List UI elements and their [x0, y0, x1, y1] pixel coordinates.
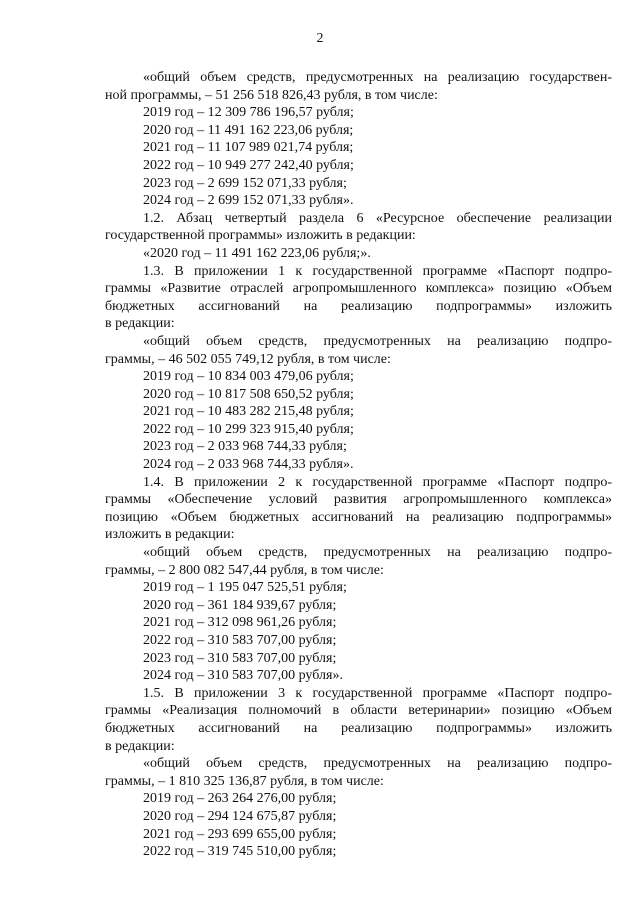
text-line: 1.4. В приложении 2 к государственной программе «Паспорт подпро-: [143, 474, 612, 490]
text-line: в редакции:: [105, 316, 175, 332]
text-line: 1.3. В приложении 1 к государственной программе «Паспорт подпро-: [143, 263, 612, 279]
text-line: граммы «Реализация полномочий в области ветеринарии» позицию «Объем: [105, 703, 612, 719]
text-line: граммы «Обеспечение условий развития агропромышленного комплекса»: [105, 492, 612, 508]
text-line: граммы, – 46 502 055 749,12 рубля, в том числе:: [105, 351, 391, 367]
text-line: граммы, – 2 800 082 547,44 рубля, в том числе:: [105, 562, 384, 578]
text-line: государственной программы» изложить в редакции:: [105, 228, 416, 244]
text-line: «2020 год – 11 491 162 223,06 рубля;».: [143, 245, 371, 261]
text-line: 2024 год – 2 699 152 071,33 рубля».: [143, 193, 354, 209]
page-number: 2: [316, 31, 324, 46]
text-line: 2022 год – 10 299 323 915,40 рубля;: [143, 421, 354, 437]
text-line: 2019 год – 10 834 003 479,06 рубля;: [143, 369, 354, 385]
text-line: 2024 год – 310 583 707,00 рубля».: [143, 668, 343, 684]
text-line: «общий объем средств, предусмотренных на реализацию подпро-: [143, 333, 612, 349]
text-line: 2021 год – 11 107 989 021,74 рубля;: [143, 140, 354, 156]
text-line: в редакции:: [105, 738, 175, 754]
text-line: 2019 год – 12 309 786 196,57 рубля;: [143, 105, 354, 121]
text-line: 2019 год – 263 264 276,00 рубля;: [143, 791, 337, 807]
text-line: бюджетных ассигнований на реализацию подпрограммы» изложить: [105, 298, 612, 314]
text-line: позицию «Объем бюджетных ассигнований на реализацию подпрограммы»: [105, 509, 612, 525]
text-line: 2021 год – 293 699 655,00 рубля;: [143, 826, 337, 842]
text-line: 2019 год – 1 195 047 525,51 рубля;: [143, 580, 347, 596]
text-line: 2020 год – 11 491 162 223,06 рубля;: [143, 122, 354, 138]
text-line: 2023 год – 2 699 152 071,33 рубля;: [143, 175, 347, 191]
text-line: 2021 год – 312 098 961,26 рубля;: [143, 615, 337, 631]
text-line: 2023 год – 2 033 968 744,33 рубля;: [143, 439, 347, 455]
text-line: 2020 год – 294 124 675,87 рубля;: [143, 808, 337, 824]
document-body: [105, 69, 612, 861]
text-line: 2023 год – 310 583 707,00 рубля;: [143, 650, 337, 666]
text-line: бюджетных ассигнований на реализацию подпрограммы» изложить: [105, 720, 612, 736]
text-line: 2024 год – 2 033 968 744,33 рубля».: [143, 457, 354, 473]
text-line: 1.5. В приложении 3 к государственной программе «Паспорт подпро-: [143, 685, 612, 701]
text-line: изложить в редакции:: [105, 527, 235, 543]
text-line: 2021 год – 10 483 282 215,48 рубля;: [143, 404, 354, 420]
text-line: 2022 год – 310 583 707,00 рубля;: [143, 633, 337, 648]
text-line: 2020 год – 10 817 508 650,52 рубля;: [143, 386, 354, 402]
text-line: 2020 год – 361 184 939,67 рубля;: [143, 597, 337, 613]
text-line: 1.2. Абзац четвертый раздела 6 «Ресурсное обеспечение реализации: [143, 210, 612, 226]
text-line: 2022 год – 319 745 510,00 рубля;: [143, 844, 337, 860]
text-line: «общий объем средств, предусмотренных на реализацию государствен-: [143, 70, 612, 85]
text-line: ной программы, – 51 256 518 826,43 рубля, в том числе:: [105, 87, 438, 103]
text-line: 2022 год – 10 949 277 242,40 рубля;: [143, 157, 354, 173]
text-line: граммы, – 1 810 325 136,87 рубля, в том числе:: [105, 773, 384, 789]
text-line: граммы «Развитие отраслей агропромышленного комплекса» позицию «Объем: [105, 281, 612, 297]
text-line: «общий объем средств, предусмотренных на реализацию подпро-: [143, 756, 612, 772]
text-line: «общий объем средств, предусмотренных на реализацию подпро-: [143, 545, 612, 561]
